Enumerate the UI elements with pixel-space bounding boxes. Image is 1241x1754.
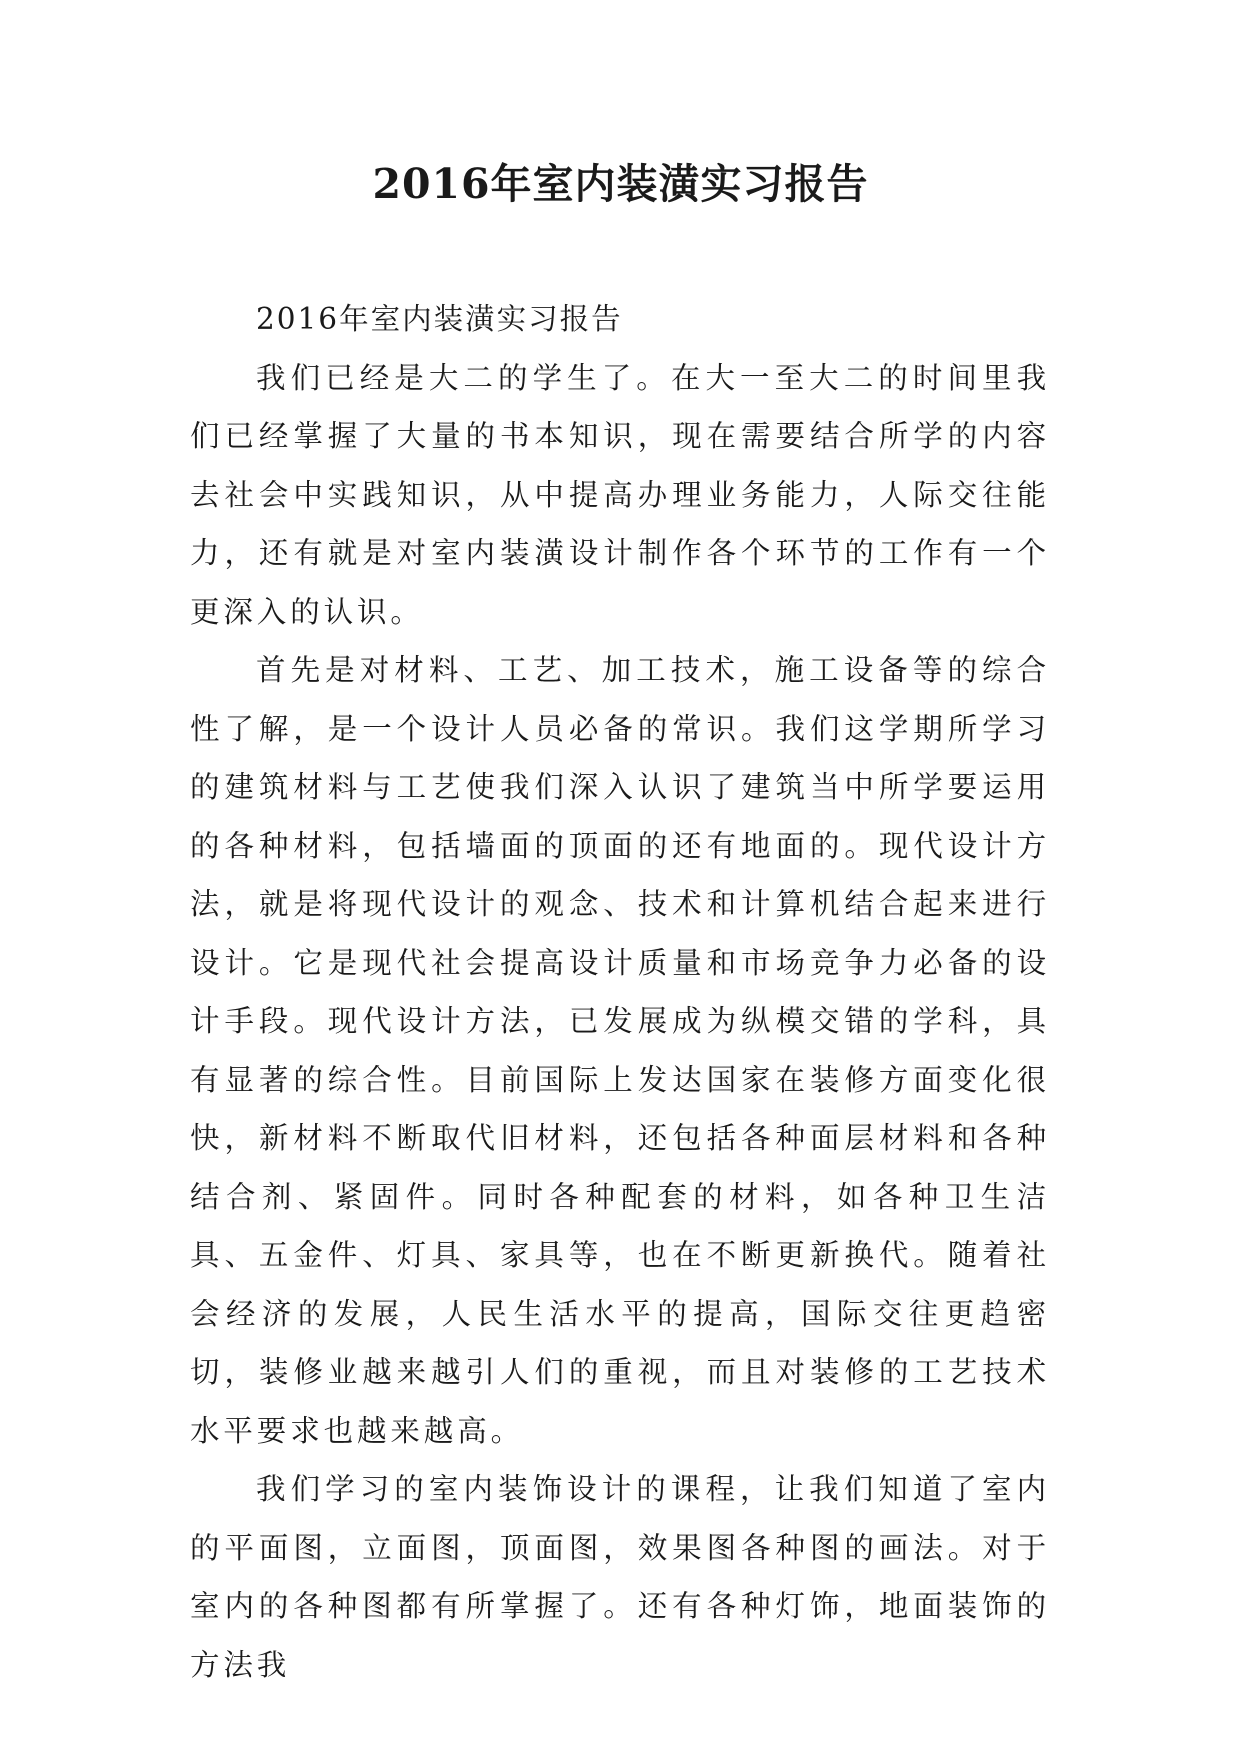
paragraph-2: 首先是对材料、工艺、加工技术，施工设备等的综合性了解，是一个设计人员必备的常识。我们这学期所学习的建筑材料与工艺使我们深入认识了建筑当中所学要运用的各种材料，包括墙面的顶面的还有地面的。现代设计方法，就是将现代设计的观念、技术和计算机结合起来进行设计。它是现代社会提高设计质量和市场竞争力必备的设计手段。现代设计方法，已发展成为纵模交错的学科，具有显著的综合性。目前国际上发达国家在装修方面变化很快，新材料不断取代旧材料，还包括各种面层材料和各种结合剂、紧固件。同时各种配套的材料，如各种卫生洁具、五金件、灯具、家具等，也在不断更新换代。随着社会经济的发展，人民生活水平的提高，国际交往更趋密切，装修业越来越引人们的重视，而且对装修的工艺技术水平要求也越来越高。 — [190, 653, 1050, 1448]
document-subtitle: 2016年室内装潢实习报告 — [256, 302, 623, 336]
document-body — [190, 290, 1050, 1694]
paragraph-3: 我们学习的室内装饰设计的课程，让我们知道了室内的平面图，立面图，顶面图，效果图各种图的画法。对于室内的各种图都有所掌握了。还有各种灯饰，地面装饰的方法我 — [190, 1472, 1050, 1682]
document-title: 2016年室内装潢实习报告 — [372, 160, 869, 208]
paragraph-1: 我们已经是大二的学生了。在大一至大二的时间里我们已经掌握了大量的书本知识，现在需要结合所学的内容去社会中实践知识，从中提高办理业务能力，人际交往能力，还有就是对室内装潢设计制作各个环节的工作有一个更深入的认识。 — [190, 360, 1050, 629]
